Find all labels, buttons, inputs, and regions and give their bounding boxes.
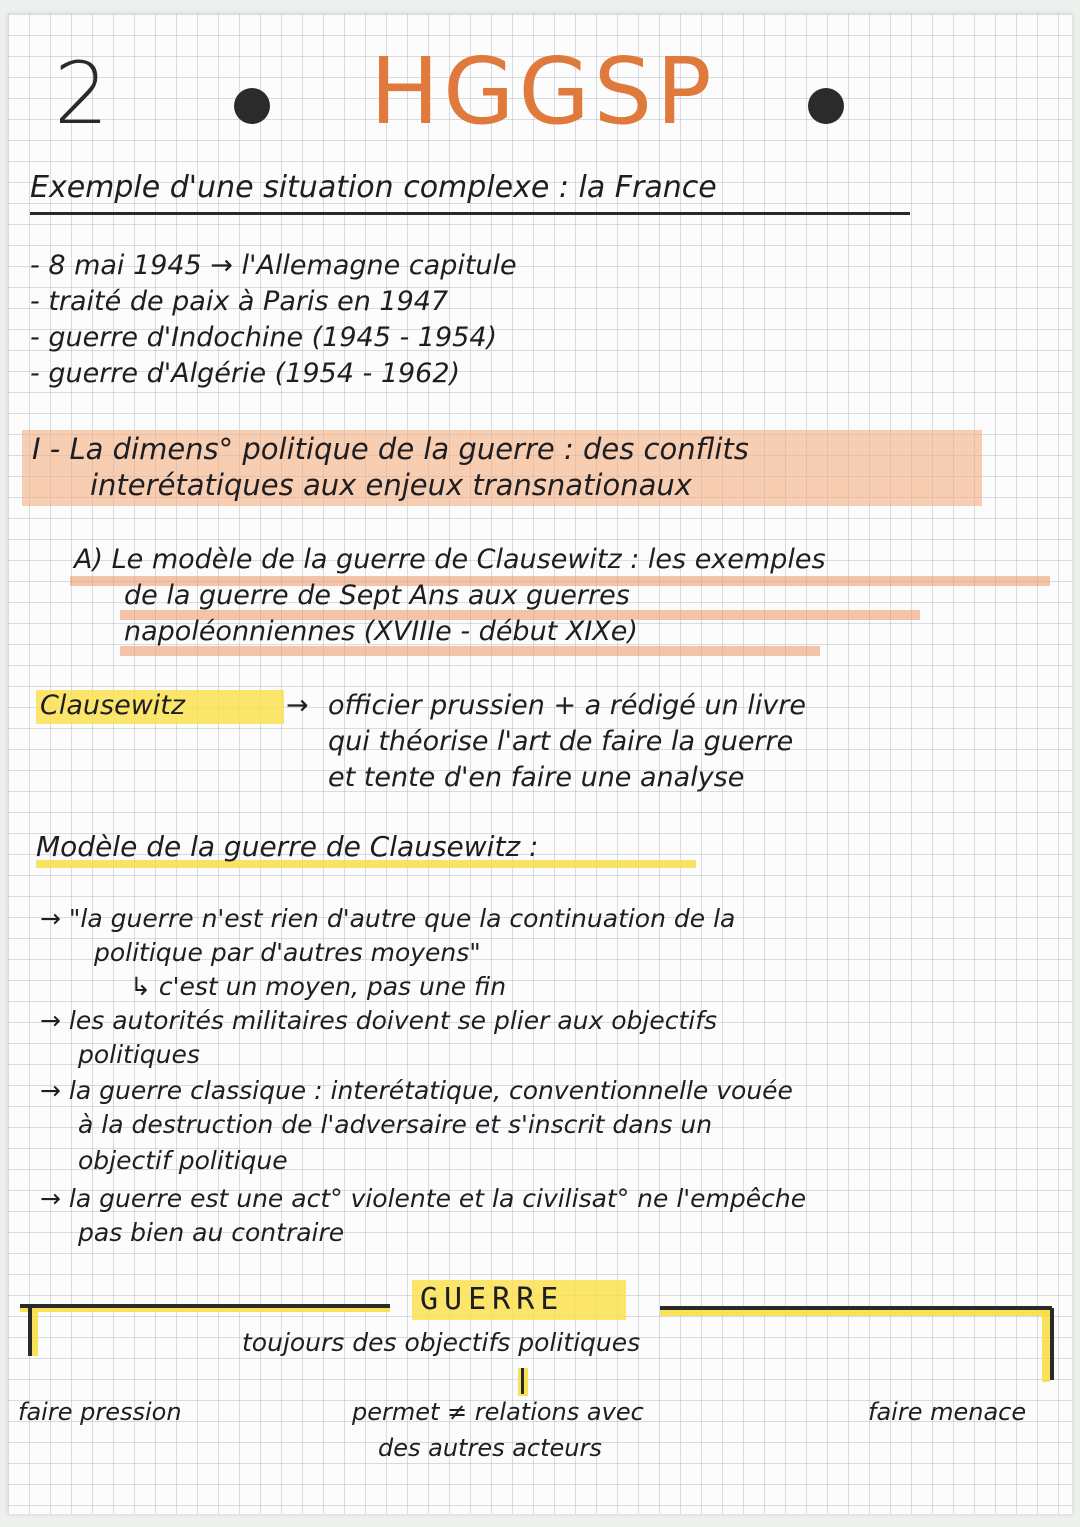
frame-left-glow-v [32, 1308, 38, 1356]
frame-right-top [660, 1306, 1052, 1310]
diagram-label-guerre: GUERRE [420, 1282, 565, 1317]
sectionA-heading-line3: napoléonniennes (XVIIIe - début XIXe) [124, 616, 638, 647]
binder-hole-right [808, 88, 844, 124]
sectionA-heading-line2: de la guerre de Sept Ans aux guerres [124, 580, 630, 611]
model-point: → la guerre classique : interétatique, conventionnelle vouée [40, 1076, 793, 1105]
model-point: → "la guerre n'est rien d'autre que la continuation de la [40, 904, 736, 933]
arrow-icon: → [286, 690, 309, 721]
model-point: → les autorités militaires doivent se plier aux objectifs [40, 1006, 718, 1035]
model-point: ↳ c'est un moyen, pas une fin [130, 972, 507, 1001]
model-point: objectif politique [78, 1146, 288, 1175]
model-point: → la guerre est une act° violente et la civilisat° ne l'empêche [40, 1184, 807, 1213]
diagram-middle-line2: des autres acteurs [378, 1434, 602, 1462]
clausewitz-label: Clausewitz [40, 690, 186, 721]
part1-heading-line2: interétatiques aux enjeux transnationaux [90, 468, 692, 502]
binder-hole-left [234, 88, 270, 124]
frame-right-vertical [1050, 1308, 1054, 1380]
clausewitz-def-line2: qui théorise l'art de faire la guerre [328, 726, 794, 757]
diagram-middle-line1: permet ≠ relations avec [352, 1398, 644, 1426]
part1-heading-line1: I - La dimens° politique de la guerre : des conflits [32, 432, 749, 466]
model-point: à la destruction de l'adversaire et s'inscrit dans un [78, 1110, 713, 1139]
model-point: politique par d'autres moyens" [94, 938, 481, 967]
diagram-left-text: faire pression [18, 1398, 182, 1426]
notebook-page [8, 14, 1072, 1514]
timeline-item: - 8 mai 1945 → l'Allemagne capitule [30, 250, 517, 281]
page-title: HGGSP [370, 38, 716, 145]
connector-line [521, 1368, 524, 1394]
page-number: 2 [54, 44, 109, 144]
clausewitz-def-line1: officier prussien + a rédigé un livre [328, 690, 806, 721]
timeline-item: - traité de paix à Paris en 1947 [30, 286, 449, 317]
diagram-right-text: faire menace [868, 1398, 1027, 1426]
frame-right-glow-v [1042, 1310, 1050, 1382]
model-point: pas bien au contraire [78, 1218, 345, 1247]
frame-left-top [20, 1304, 390, 1308]
timeline-item: - guerre d'Algérie (1954 - 1962) [30, 358, 461, 389]
frame-right-glow [660, 1310, 1052, 1316]
diagram-center-text: toujours des objectifs politiques [242, 1328, 641, 1357]
subtitle: Exemple d'une situation complexe : la France [30, 170, 717, 205]
sectionA-highlight-3 [120, 646, 820, 656]
model-heading: Modèle de la guerre de Clausewitz : [36, 830, 539, 863]
model-point: politiques [78, 1040, 200, 1069]
timeline-item: - guerre d'Indochine (1945 - 1954) [30, 322, 498, 353]
sectionA-heading-line1: A) Le modèle de la guerre de Clausewitz : les exemples [74, 544, 826, 575]
subtitle-underline [30, 212, 910, 215]
frame-left-vertical [28, 1306, 32, 1356]
clausewitz-def-line3: et tente d'en faire une analyse [328, 762, 745, 793]
